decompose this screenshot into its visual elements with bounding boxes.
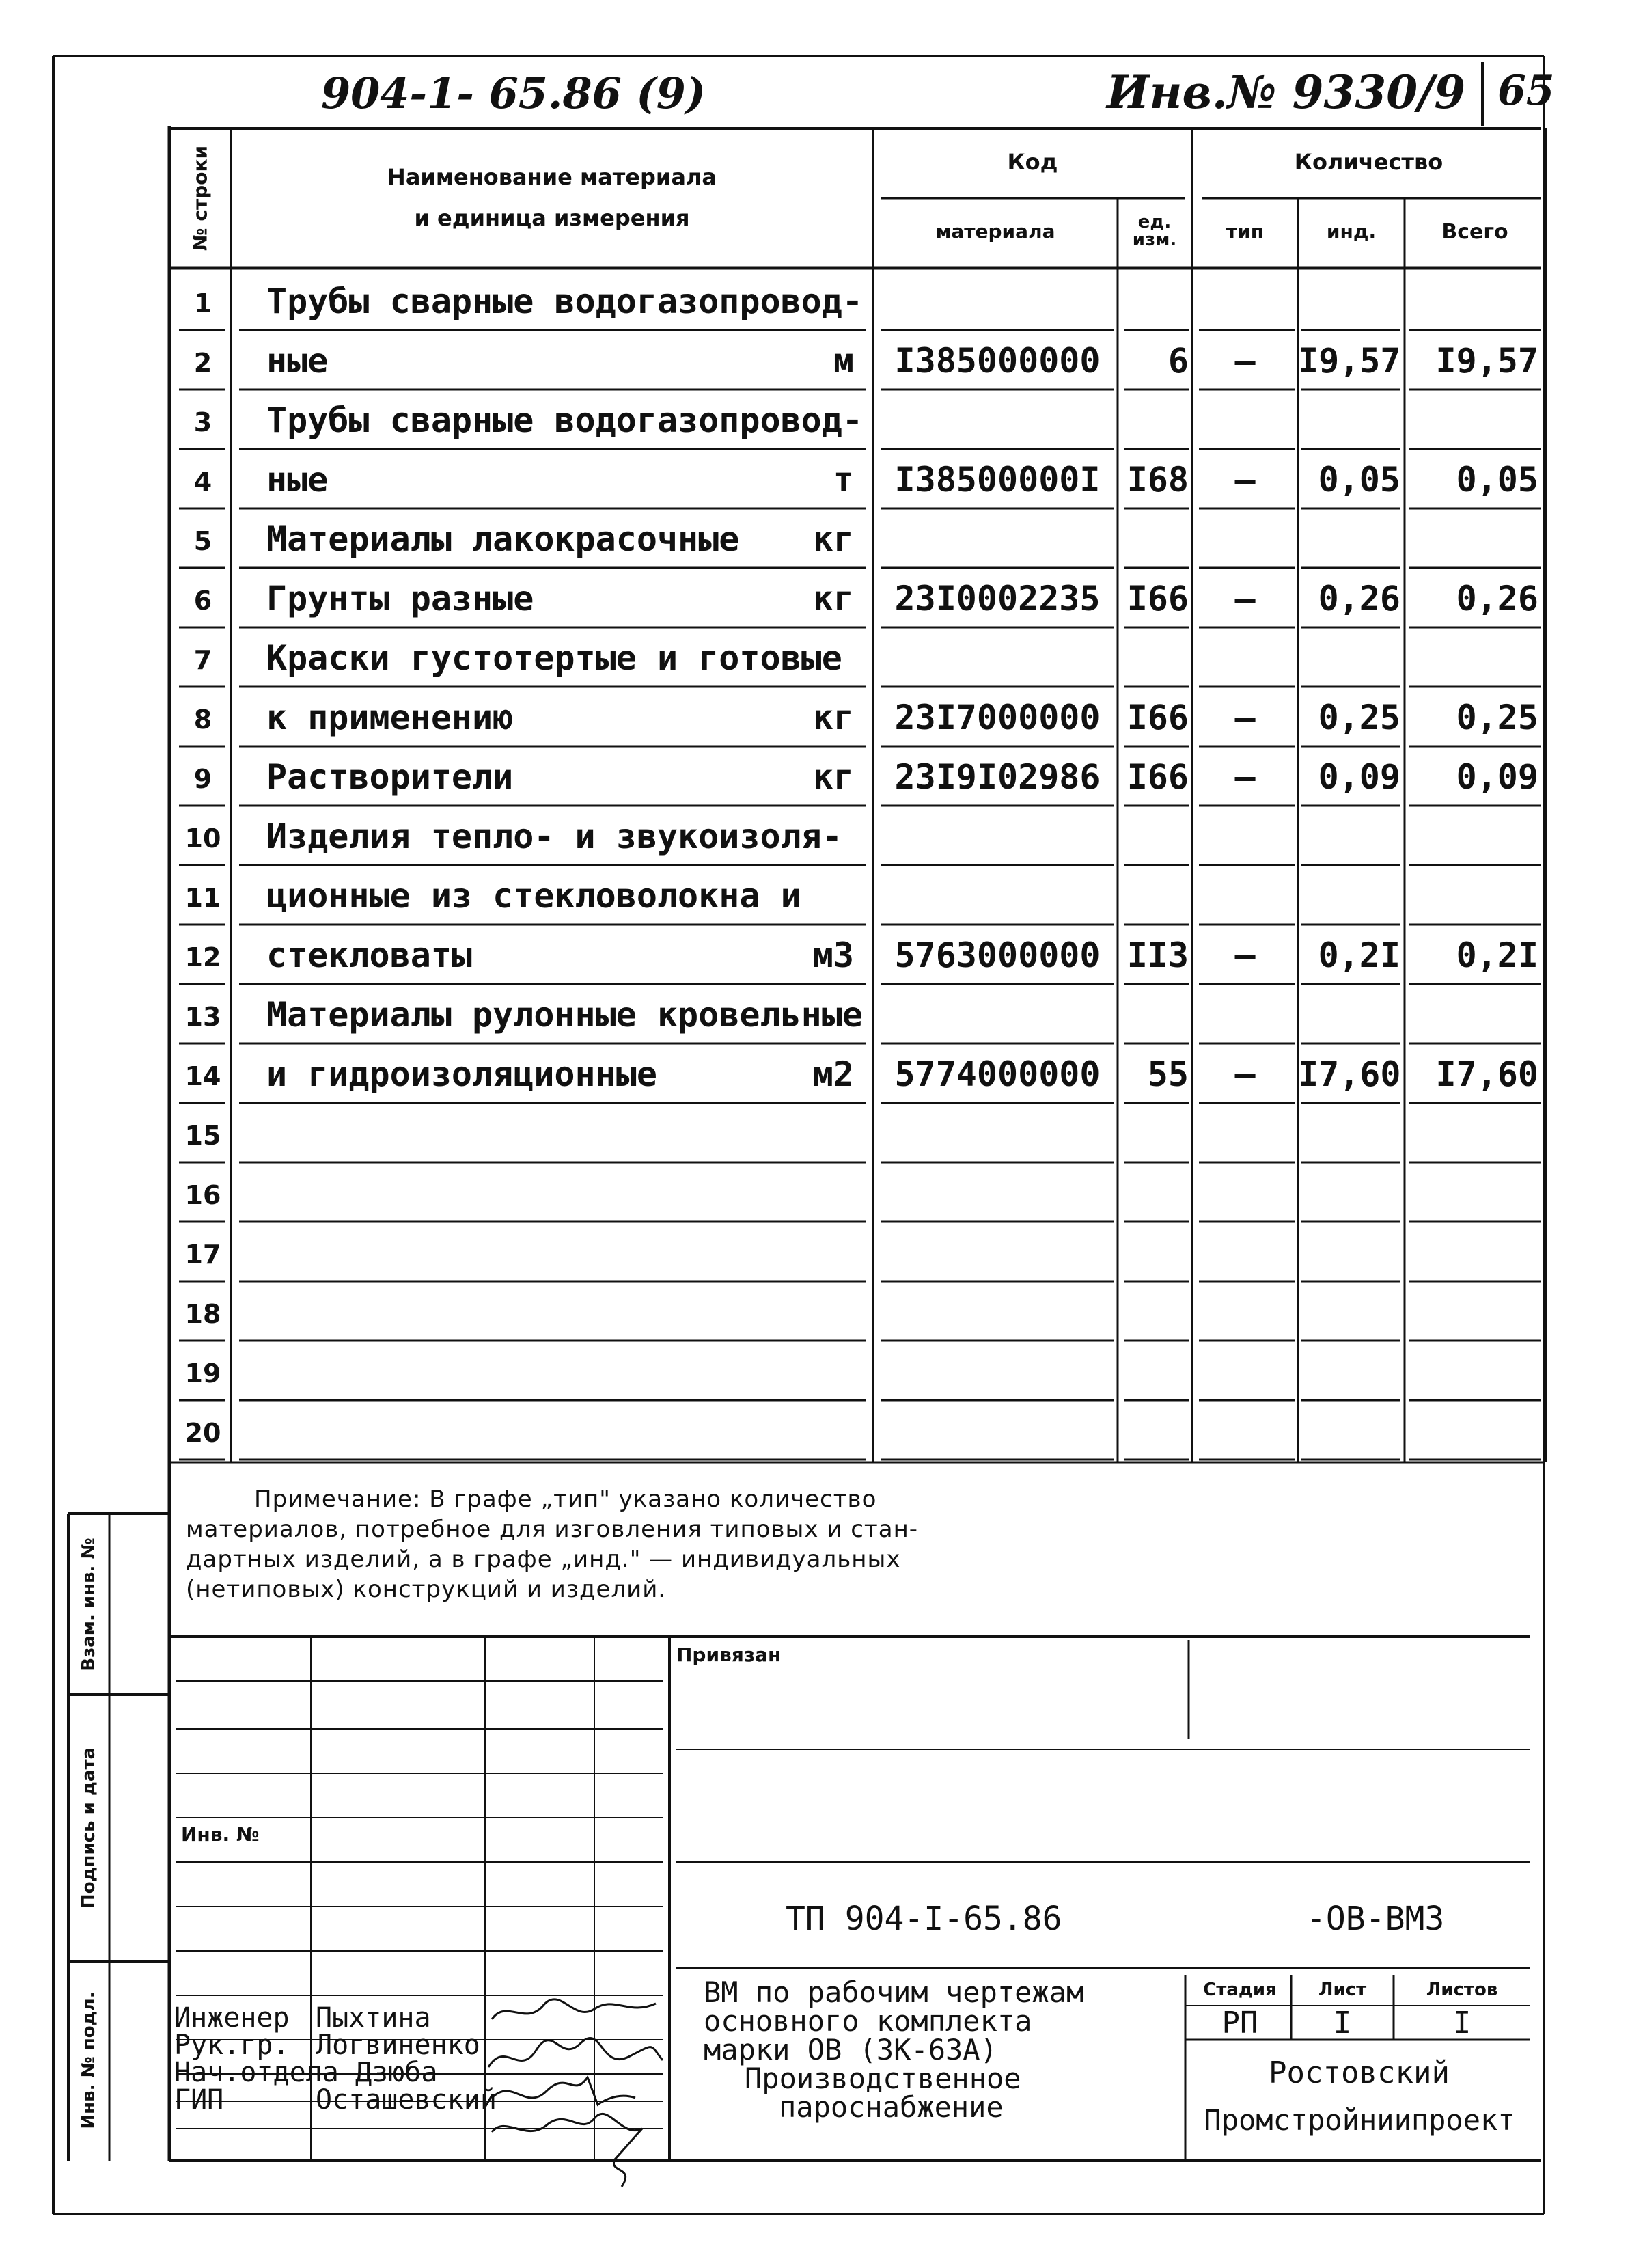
cell-unit: кг	[812, 579, 854, 618]
cell-ind: I9,57	[1298, 341, 1401, 381]
cell-n: 11	[184, 883, 221, 913]
organization-line2: Промстройниипроект	[1204, 2103, 1515, 2137]
cell-n: 20	[184, 1418, 221, 1448]
name-header-line2: и единица измерения	[414, 205, 690, 231]
signer-name: Логвиненко	[316, 2030, 480, 2061]
cell-name: Трубы сварные водогазопровод-	[266, 282, 863, 321]
cell-name: Материалы лакокрасочные	[266, 519, 740, 559]
cell-n: 10	[184, 823, 221, 853]
cell-code: I385000000	[894, 341, 1101, 381]
quantity-header: Количество	[1294, 149, 1443, 175]
side-label-replaced-inv: Взам. инв. №	[79, 1538, 99, 1671]
signer-role: Инженер	[174, 2002, 290, 2034]
cell-unit: т	[833, 460, 854, 500]
cell-total: I9,57	[1435, 341, 1538, 381]
sheets-value: I	[1452, 2006, 1472, 2040]
name-header-line1: Наименование материала	[387, 164, 717, 190]
cell-type: –	[1234, 460, 1256, 500]
organization-line1: Ростовский	[1269, 2055, 1450, 2090]
cell-total: I7,60	[1435, 1054, 1538, 1094]
cell-n: 6	[193, 586, 212, 616]
signer-name: Пыхтина	[316, 2002, 431, 2034]
desc-line: марки ОВ (ЗК-63А)	[704, 2033, 997, 2066]
cell-code: I38500000I	[894, 460, 1101, 500]
signatures-drawing	[478, 1995, 683, 2200]
cell-unit-code: 55	[1147, 1054, 1189, 1094]
cell-n: 12	[184, 942, 221, 972]
note	[186, 1484, 918, 1604]
signer-role: ГИП	[174, 2084, 224, 2116]
side-label-signature-date: Подпись и дата	[79, 1747, 99, 1909]
cell-name: ные	[266, 341, 329, 381]
cell-n: 17	[184, 1240, 221, 1270]
cell-unit: кг	[812, 519, 854, 559]
cell-code: 5774000000	[894, 1054, 1101, 1094]
note-line: дартных изделий, а в графе „инд." — индивидуальных	[186, 1546, 901, 1573]
cell-name: Материалы рулонные кровельные	[266, 995, 863, 1035]
desc-line: Производственное	[745, 2062, 1021, 2095]
sheet-number: 65	[1497, 67, 1555, 115]
cell-name: ционные из стекловолокна и	[266, 876, 801, 916]
cell-name: ные	[266, 460, 329, 500]
cell-name: Грунты разные	[266, 579, 534, 618]
cell-type: –	[1234, 757, 1256, 797]
cell-total: 0,05	[1456, 460, 1538, 500]
cell-code: 23I9I02986	[894, 757, 1101, 797]
cell-type: –	[1234, 579, 1256, 618]
privyazan-label: Привязан	[676, 1643, 782, 1666]
cell-total: 0,25	[1456, 698, 1538, 737]
side-label-original-inv: Инв. № подл.	[79, 1991, 99, 2129]
cell-unit-code: I66	[1127, 757, 1189, 797]
cell-n: 9	[193, 764, 212, 794]
cell-name: к применению	[266, 698, 514, 737]
inventory-number: Инв.№ 9330/9	[1107, 66, 1466, 119]
cell-n: 14	[184, 1061, 221, 1091]
signer-name: Дзюба	[355, 2057, 438, 2088]
cell-total: 0,09	[1456, 757, 1538, 797]
cell-unit-code: I66	[1127, 579, 1189, 618]
cell-type: –	[1234, 341, 1256, 381]
desc-line: ВМ по рабочим чертежам	[704, 1976, 1084, 2009]
stage-label: Стадия	[1203, 1980, 1277, 2000]
sheet-value: I	[1333, 2006, 1352, 2040]
cell-n: 13	[184, 1002, 221, 1032]
cell-code: 23I0002235	[894, 579, 1101, 618]
code-material-header: материала	[935, 220, 1055, 243]
row-number-header: № строки	[189, 145, 212, 251]
cell-n: 18	[184, 1299, 221, 1329]
inv-no-label: Инв. №	[181, 1823, 260, 1846]
cell-name: стекловаты	[266, 935, 473, 975]
sheet-label: Лист	[1318, 1980, 1367, 2000]
cell-ind: 0,2I	[1318, 935, 1400, 975]
doc-mark: -ОВ-ВМ3	[1306, 1900, 1445, 1938]
cell-n: 8	[193, 705, 212, 735]
signer-name: Осташевский	[316, 2084, 497, 2116]
cell-name: Трубы сварные водогазопровод-	[266, 400, 863, 440]
cell-name: Изделия тепло- и звукоизоля-	[266, 817, 842, 856]
cell-type: –	[1234, 935, 1256, 975]
cell-unit: м	[833, 341, 854, 381]
cell-ind: 0,26	[1318, 579, 1400, 618]
signer-role: Рук.гр.	[174, 2030, 290, 2061]
cell-code: 23I7000000	[894, 698, 1101, 737]
cell-n: 19	[184, 1358, 221, 1389]
cell-n: 16	[184, 1180, 221, 1210]
cell-n: 2	[193, 348, 212, 378]
note-line: Примечание: В графе „тип" указано количество	[254, 1486, 877, 1513]
code-unit-header: ед. изм.	[1132, 212, 1177, 250]
type-header: тип	[1226, 220, 1265, 243]
note-line: материалов, потребное для изговления типовых и стан-	[186, 1516, 919, 1543]
stage-value: РП	[1221, 2006, 1258, 2040]
doc-code: ТП 904-I-65.86	[786, 1900, 1062, 1938]
cell-unit: м3	[812, 935, 854, 975]
cell-code: 5763000000	[894, 935, 1101, 975]
cell-total: 0,2I	[1456, 935, 1538, 975]
cell-name: Растворители	[266, 757, 514, 797]
cell-total: 0,26	[1456, 579, 1538, 618]
cell-name: Краски густотертые и готовые	[266, 638, 842, 678]
note-line: (нетиповых) конструкций и изделий.	[186, 1576, 667, 1603]
cell-n: 1	[193, 288, 212, 318]
doc-reference: 904-1- 65.86 (9)	[321, 68, 706, 118]
cell-unit-code: II3	[1127, 935, 1189, 975]
cell-n: 4	[193, 467, 212, 497]
code-header: Код	[1007, 149, 1058, 175]
cell-ind: 0,09	[1318, 757, 1400, 797]
desc-line: пароснабжение	[779, 2090, 1004, 2124]
cell-unit: м2	[812, 1054, 854, 1094]
cell-unit-code: 6	[1168, 341, 1189, 381]
cell-unit-code: I66	[1127, 698, 1189, 737]
cell-n: 15	[184, 1121, 221, 1151]
cell-unit: кг	[812, 757, 854, 797]
cell-ind: I7,60	[1298, 1054, 1401, 1094]
cell-type: –	[1234, 1054, 1256, 1094]
desc-line: основного комплекта	[704, 2004, 1032, 2038]
signer-role: Нач.отдела	[174, 2057, 339, 2088]
sheets-label: Листов	[1426, 1980, 1498, 2000]
cell-name: и гидроизоляционные	[266, 1054, 657, 1094]
cell-n: 3	[193, 407, 212, 437]
cell-type: –	[1234, 698, 1256, 737]
cell-ind: 0,25	[1318, 698, 1400, 737]
cell-n: 5	[193, 526, 212, 556]
ind-header: инд.	[1326, 220, 1377, 243]
doc-description	[683, 1978, 1175, 2122]
cell-unit-code: I68	[1127, 460, 1189, 500]
total-header: Всего	[1441, 220, 1508, 244]
cell-ind: 0,05	[1318, 460, 1400, 500]
cell-unit: кг	[812, 698, 854, 737]
cell-n: 7	[193, 645, 212, 675]
